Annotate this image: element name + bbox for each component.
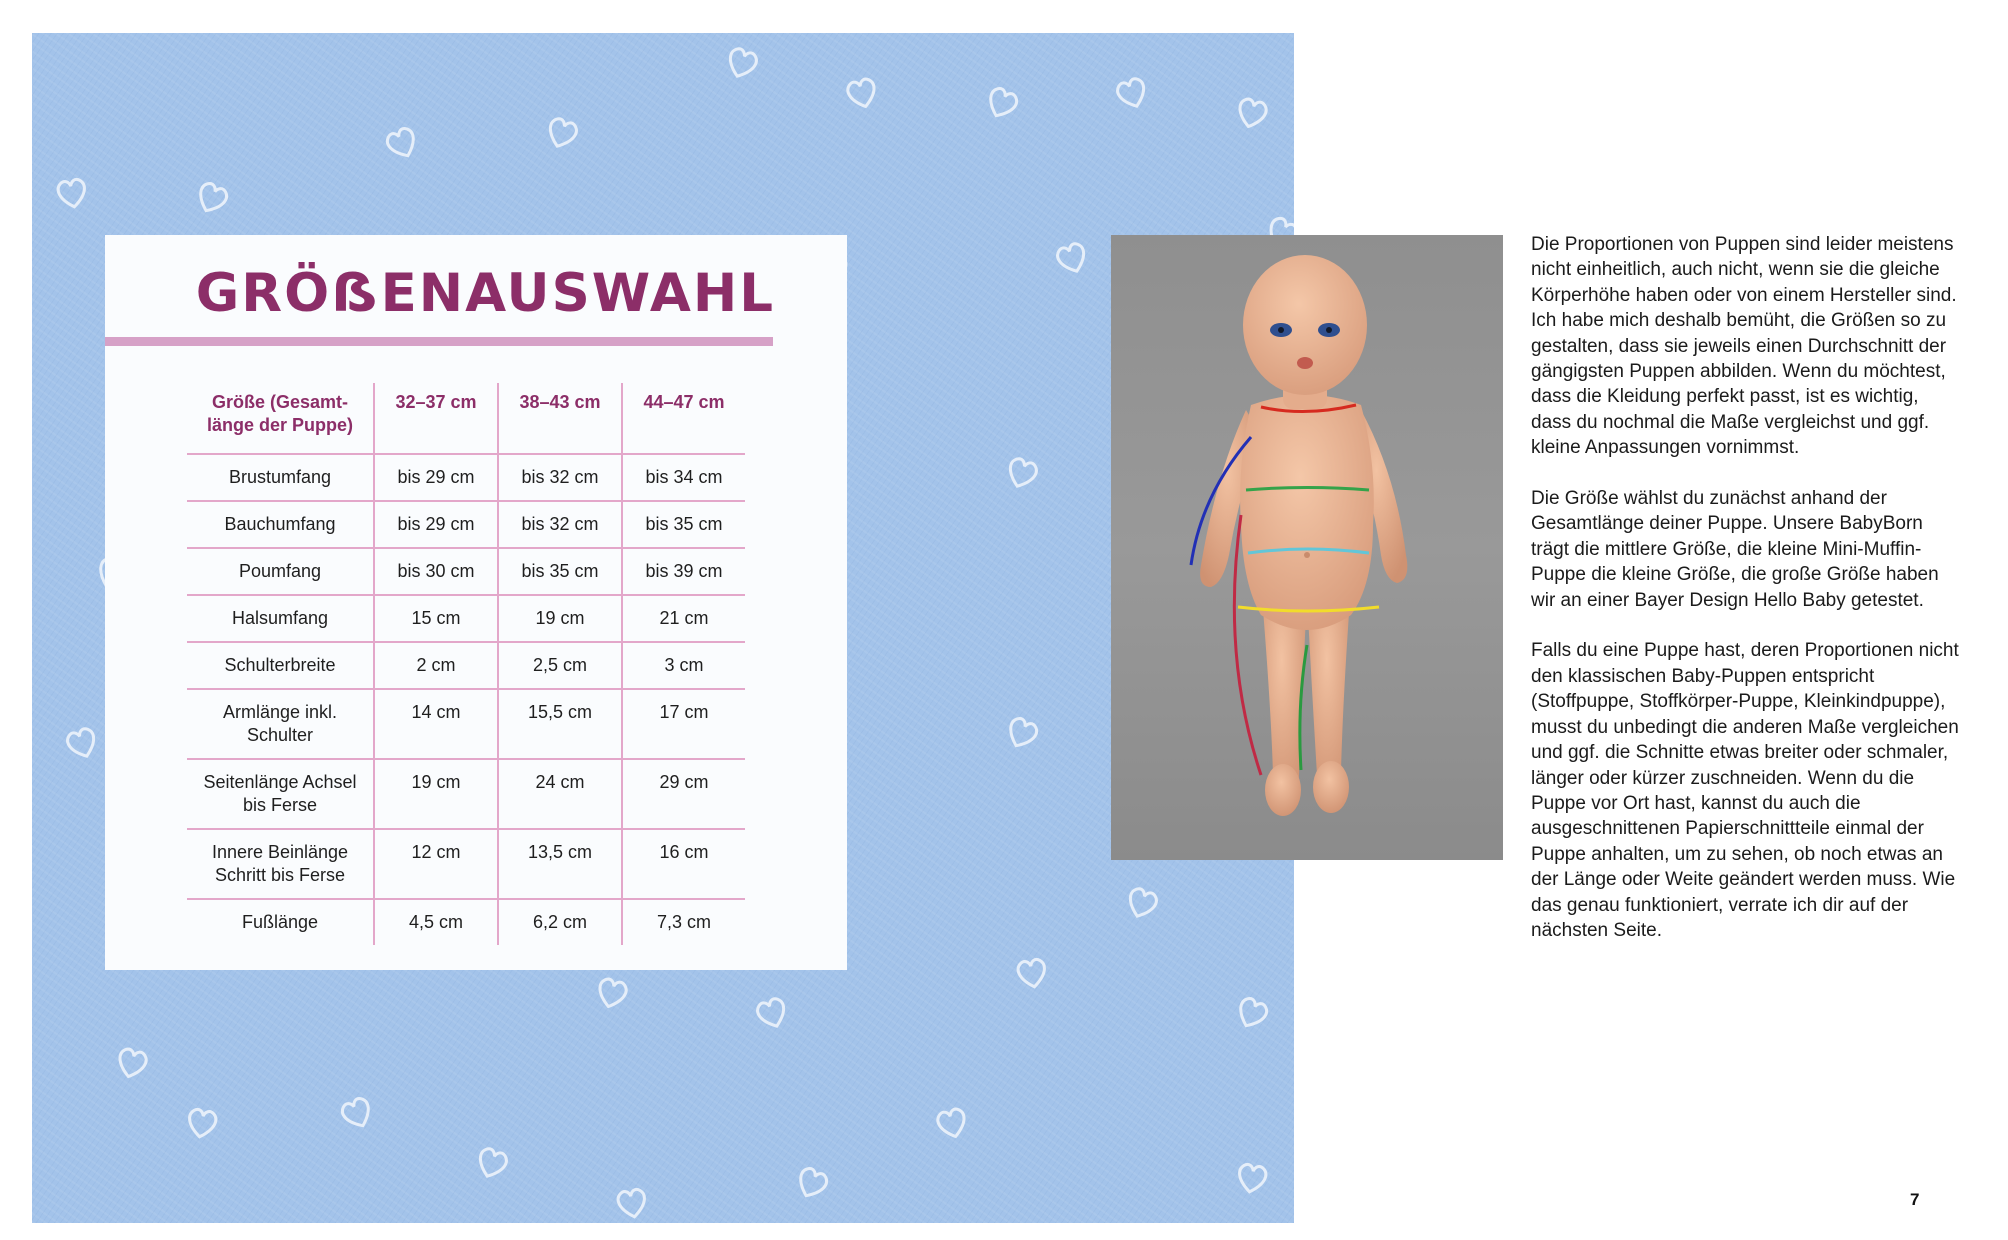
heart-pattern-icon (49, 170, 95, 216)
heart-pattern-icon (108, 1039, 157, 1088)
measurement-value: bis 39 cm (622, 548, 745, 595)
article-paragraph: Falls du eine Puppe hast, deren Proportionen nicht den klassischen Baby-Puppen entspricht (Stoffpuppe, Stoffkörper-Puppe, Kleinkindpuppe), musst du unbedingt die anderen Maße vergleichen und ggf. die Schnitte etwas breiter oder schmaler, länger oder kürzer zuschneiden. Wenn du die Puppe vor Ort hast, kannst du auch die ausgeschnittenen Papierschnittteile einmal der Puppe anhalten, um zu sehen, ob noch etwas an der Länge oder Weite geändert werden muss. Wie das genau funktioniert, verrate ich dir auf der nächsten Seite. (1531, 640, 1959, 941)
measurement-label-line: Bauchumfang (224, 514, 336, 534)
measurement-value: bis 35 cm (498, 548, 622, 595)
heart-pattern-icon (330, 1086, 383, 1139)
size-table-row (187, 689, 745, 759)
measurement-value: 2,5 cm (498, 642, 622, 689)
measurement-value: 24 cm (498, 759, 622, 829)
measurement-value: 14 cm (374, 689, 498, 759)
size-table-row (187, 501, 745, 548)
heart-pattern-icon (975, 76, 1028, 129)
measurement-label (187, 642, 374, 689)
heart-pattern-icon (588, 969, 637, 1018)
article-text (1531, 232, 1961, 969)
measurement-value: bis 32 cm (498, 501, 622, 548)
measurement-value: bis 30 cm (374, 548, 498, 595)
size-chart-title: GRÖẞENAUSWAHL (195, 263, 775, 324)
size-table-row (187, 454, 745, 501)
size-header-line2: länge der Puppe) (206, 415, 354, 435)
measurement-label-line: Armlänge inkl. (222, 702, 338, 722)
size-table-row (187, 642, 745, 689)
measurement-value: 21 cm (622, 595, 745, 642)
size-column-large: 44–47 cm (622, 383, 745, 454)
measurement-value: bis 29 cm (374, 454, 498, 501)
measurement-label (187, 829, 374, 899)
heart-pattern-icon (716, 37, 767, 88)
measurement-value: 15 cm (374, 595, 498, 642)
measurement-label-line: Poumfang (238, 561, 322, 581)
measurement-label (187, 689, 374, 759)
heart-pattern-icon (185, 171, 238, 224)
heart-pattern-icon (1106, 67, 1157, 118)
size-table (187, 383, 745, 945)
size-header-line1: Größe (Gesamt- (211, 392, 349, 412)
size-table-body (187, 454, 745, 945)
size-table-row (187, 899, 745, 945)
measurement-label-line: Innere Beinlänge (211, 842, 349, 862)
measurement-label-line: Schritt bis Ferse (214, 865, 346, 885)
measurement-value: 17 cm (622, 689, 745, 759)
measurement-value: 16 cm (622, 829, 745, 899)
measurement-value: bis 34 cm (622, 454, 745, 501)
measurement-label-line: Brustumfang (228, 467, 332, 487)
size-table-row (187, 829, 745, 899)
measurement-label (187, 548, 374, 595)
heart-pattern-icon (609, 1180, 655, 1223)
heart-pattern-icon (995, 706, 1048, 759)
measurement-value: 6,2 cm (498, 899, 622, 945)
size-column-small: 32–37 cm (374, 383, 498, 454)
heart-pattern-icon (1116, 877, 1167, 928)
measurement-value: 3 cm (622, 642, 745, 689)
heart-pattern-icon (1228, 89, 1277, 138)
size-chart-card (105, 235, 847, 970)
heart-pattern-icon (1009, 950, 1055, 996)
measurement-label-line: Schulterbreite (224, 655, 336, 675)
size-table-row (187, 548, 745, 595)
size-column-medium: 38–43 cm (498, 383, 622, 454)
measurement-value: 4,5 cm (374, 899, 498, 945)
article-paragraph: Die Größe wählst du zunächst anhand der Gesamtlänge deiner Puppe. Unsere BabyBorn trägt die mittlere Größe, die kleine Mini-Muffin-Puppe die kleine Größe, die große Größe haben wir an einer Bayer Design Hello Baby getestet. (1531, 488, 1939, 611)
measurement-value: 19 cm (498, 595, 622, 642)
measurement-value: 2 cm (374, 642, 498, 689)
measurement-label (187, 899, 374, 945)
measurement-value: bis 29 cm (374, 501, 498, 548)
heart-pattern-icon (375, 116, 428, 169)
heart-pattern-icon (928, 1099, 977, 1148)
measurement-value: 15,5 cm (498, 689, 622, 759)
heart-pattern-icon (1046, 232, 1097, 283)
doll-photo (1111, 235, 1503, 860)
size-table-row (187, 759, 745, 829)
heart-pattern-icon (466, 1137, 517, 1188)
measurement-value: 13,5 cm (498, 829, 622, 899)
measurement-value: 29 cm (622, 759, 745, 829)
heart-pattern-icon (56, 717, 107, 768)
measurement-label-line: bis Ferse (242, 795, 318, 815)
size-table-row (187, 595, 745, 642)
measurement-label (187, 501, 374, 548)
title-underline (105, 337, 773, 346)
measurement-label-line: Halsumfang (231, 608, 329, 628)
measurement-label (187, 759, 374, 829)
heart-pattern-icon (746, 987, 797, 1038)
heart-pattern-icon (536, 107, 587, 158)
heart-pattern-icon (1229, 1155, 1275, 1201)
heart-pattern-icon (1225, 986, 1278, 1039)
measurement-label-line: Schulter (246, 725, 314, 745)
measurement-label (187, 454, 374, 501)
measurement-label (187, 595, 374, 642)
heart-pattern-icon (838, 69, 887, 118)
measurement-label-line: Fußlänge (241, 912, 319, 932)
size-header-cell (187, 383, 374, 454)
page-number: 7 (1910, 1190, 1920, 1209)
measurement-value: 7,3 cm (656, 912, 712, 932)
heart-pattern-icon (996, 447, 1047, 498)
article-paragraph: Die Proportionen von Puppen sind leider meistens nicht einheitlich, auch nicht, wenn sie die gleiche Körperhöhe haben oder von einem Hersteller sind. Ich habe mich deshalb bemüht, die Größen so zu gestalten, dass sie jeweils einen Durchschnitt der gängigsten Puppen abbilden. Wenn du möchtest, dass die Kleidung perfekt passt, ist es wichtig, dass du nochmal die Maße vergleichst und ggf. kleine Anpassungen vornimmst. (1531, 234, 1957, 459)
heart-pattern-icon (785, 1156, 838, 1209)
size-table-header-row (187, 383, 745, 454)
measurement-value: 12 cm (374, 829, 498, 899)
measurement-label-line: Seitenlänge Achsel (203, 772, 357, 792)
doll-illustration (1111, 235, 1503, 860)
heart-pattern-icon (179, 1100, 225, 1146)
measurement-value: bis 32 cm (498, 454, 622, 501)
measurement-value: 19 cm (374, 759, 498, 829)
measurement-value: bis 35 cm (622, 501, 745, 548)
